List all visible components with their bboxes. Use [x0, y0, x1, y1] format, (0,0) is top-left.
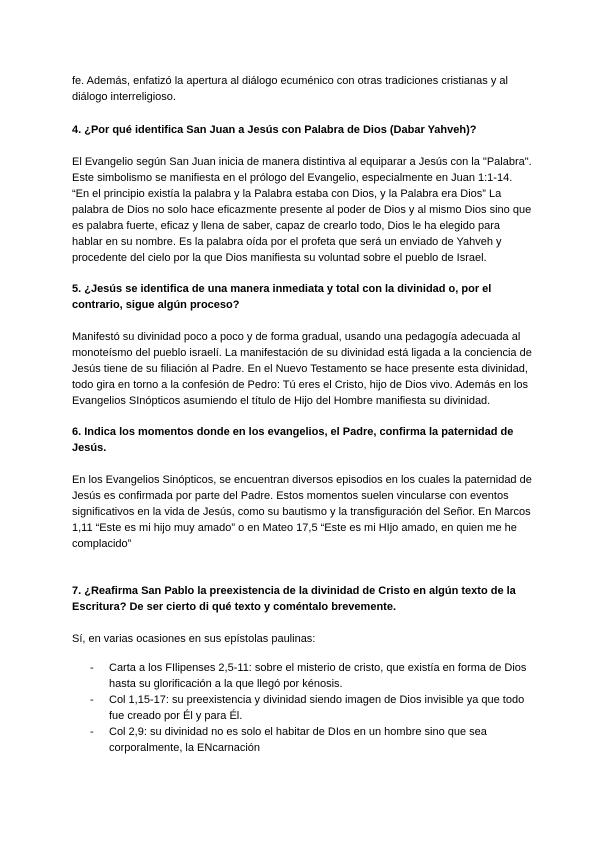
- question-7-answer: Sí, en varias ocasiones en sus epístolas paulinas:: [72, 633, 316, 645]
- question-6-answer: En los Evangelios Sinópticos, se encuentran diversos episodios en los cuales la paternidad de Jesús es confirmada por parte del Padre. Estos momentos suelen vincularse con eventos significativos en la vida de Jesús, como su bautismo y la transfiguración del Señor. En Marcos 1,11 “Este es mi hijo muy amado” o en Mateo 17,5 “Este es mi HIjo amado, en quien me he complacido”: [72, 474, 532, 550]
- question-4-heading: 4. ¿Por qué identifica San Juan a Jesús con Palabra de Dios (Dabar Yahveh)?: [72, 124, 477, 136]
- list-item: [72, 692, 532, 724]
- question-5-answer: Manifestó su divinidad poco a poco y de forma gradual, usando una pedagogía adecuada al monoteísmo del pueblo israelí. La manifestación de su divinidad está ligada a la conciencia de Jesús tiene de su filiación al Padre. En el Nuevo Testamento se hace presente esta divinidad, todo gira en torno a la confesión de Pedro: Tú eres el Cristo, hijo de Dios vivo. Además en los Evangelios SInópticos asumiendo el título de Hijo del Hombre manifiesta su divinidad.: [72, 331, 532, 407]
- dash-bullet: -: [90, 726, 94, 738]
- question-5-heading: 5. ¿Jesús se identifica de una manera inmediata y total con la divinidad o, por el contrario, sigue algún proceso?: [72, 283, 492, 311]
- list-item-text: Col 2,9: su divinidad no es solo el habitar de DIos en un hombre sino que sea corporalmente, la ENcarnación: [109, 726, 487, 754]
- question-4-answer: El Evangelio según San Juan inicia de manera distintiva al equiparar a Jesús con la "Palabra". Este simbolismo se manifiesta en el prólogo del Evangelio, especialmente en Juan 1:1-14. “En el principio existía la palabra y la Palabra estaba con Dios, y la Palabra era Dios” La palabra de Dios no solo hace eficazmente presente al poder de Dios y al mismo Dios sino que es palabra fuerte, eficaz y llena de saber, capaz de crearlo todo, Dios le ha elegido para hablar en su nombre. Es la palabra oída por el profeta que será un enviado de Yahveh y procedente del cielo por la que Dios manifiesta su voluntad sobre el pueblo de Israel.: [72, 156, 532, 264]
- dash-bullet: -: [90, 662, 94, 674]
- document-page: [72, 73, 532, 756]
- list-item: [72, 724, 532, 756]
- dash-bullet: -: [90, 694, 94, 706]
- intro-paragraph: fe. Además, enfatizó la apertura al diálogo ecuménico con otras tradiciones cristianas y al diálogo interreligioso.: [72, 75, 508, 103]
- list-item-text: Carta a los FIlipenses 2,5-11: sobre el misterio de cristo, que existía en forma de Dios hasta su glorificación a la que llegó por kénosis.: [109, 662, 527, 690]
- question-7-heading: 7. ¿Reafirma San Pablo la preexistencia de la divinidad de Cristo en algún texto de la Escritura? De ser cierto di qué texto y coméntalo brevemente.: [72, 585, 516, 613]
- list-item-text: Col 1,15-17: su preexistencia y divinidad siendo imagen de Dios invisible ya que todo fue creado por Él y para Él.: [109, 694, 525, 722]
- list-item: [72, 660, 532, 692]
- question-6-heading: 6. Indica los momentos donde en los evangelios, el Padre, confirma la paternidad de Jesús.: [72, 426, 514, 454]
- epistles-list: [72, 660, 532, 756]
